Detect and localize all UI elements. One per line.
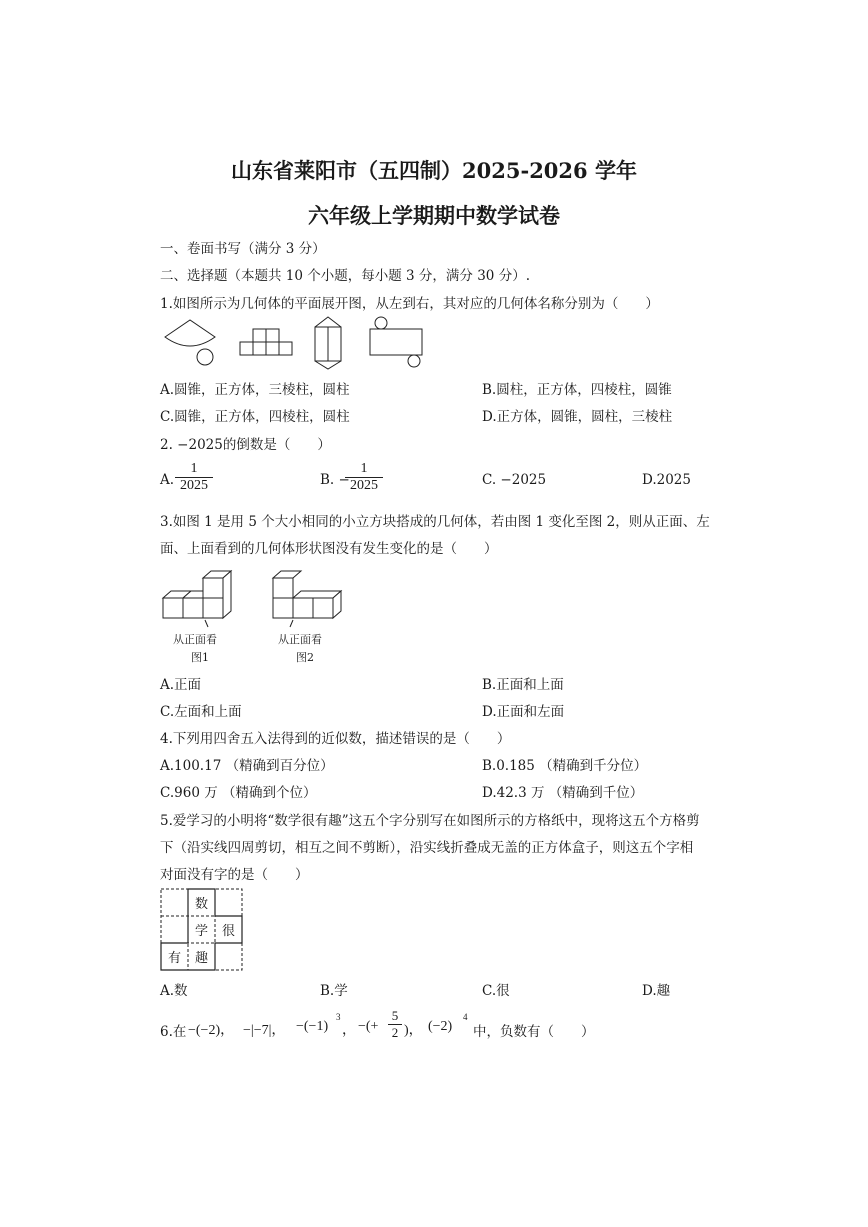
q5-cell-xue: 学 (194, 924, 208, 939)
q6-suffix: 中，负数有（ ） (473, 1024, 595, 1040)
title-line-1: 山东省莱阳市（五四制）2025-2026 学年 (231, 158, 637, 183)
q6-term-4-denominator: 2 (391, 1025, 399, 1040)
q2-option-b-label: B. − (320, 472, 350, 488)
q4-option-c: C.960 万 （精确到个位） (160, 785, 317, 801)
section-1-heading: 一、卷面书写（满分 3 分） (160, 241, 326, 257)
q3-option-c: C.左面和上面 (160, 704, 242, 720)
figure-2-cubes (273, 571, 341, 618)
q3-stem-line-2: 面、上面看到的几何体形状图没有发生变化的是（ ） (160, 541, 498, 557)
q3-option-d: D.正面和左面 (482, 704, 565, 720)
q3-figure-1-label: 图1 (191, 651, 209, 664)
q6-term-3: −(−1) (296, 1019, 329, 1034)
q4-option-a: A.100.17 （精确到百分位） (160, 758, 334, 774)
q1-stem: 1.如图所示为几何体的平面展开图，从左到右，其对应的几何体名称分别为（ ） (160, 296, 659, 312)
q2-a-numerator: 1 (175, 461, 213, 478)
q2-stem: 2. −2025的倒数是（ ） (160, 437, 331, 453)
q2-option-b-fraction (345, 461, 383, 494)
q6-term-4-close: )， (404, 1023, 423, 1038)
q3-figure-1-caption: 从正面看 (173, 633, 217, 646)
figure-1-arrow (205, 620, 208, 627)
q5-option-d: D.趣 (642, 983, 671, 999)
q5-cell-you: 有 (167, 951, 181, 966)
q3-figure-2-caption: 从正面看 (278, 633, 322, 646)
q6-term-2: −|−7|， (243, 1023, 286, 1038)
q5-cell-shu: 数 (194, 897, 208, 912)
q6-term-4-numerator: 5 (388, 1008, 402, 1025)
q5-stem-line-1: 5.爱学习的小明将“数学很有趣”这五个字分别写在如图所示的方格纸中，现将这五个方格剪 (160, 813, 700, 829)
q4-option-d: D.42.3 万 （精确到千位） (482, 785, 644, 801)
q6-term-3-exponent: 3 (336, 1012, 341, 1022)
q6-term-1: −(−2)， (188, 1023, 235, 1038)
q6-term-5: (−2) (428, 1019, 453, 1034)
section-2-heading: 二、选择题（本题共 10 个小题，每小题 3 分，满分 30 分）. (160, 268, 530, 284)
cone-net (165, 320, 215, 365)
q1-option-b: B.圆柱，正方体，四棱柱，圆锥 (482, 382, 672, 398)
prism-net (315, 317, 341, 369)
q5-stem-line-3: 对面没有字的是（ ） (160, 867, 309, 883)
cylinder-net (370, 317, 422, 367)
q2-a-denominator: 2025 (180, 478, 208, 493)
q1-nets-figure (160, 315, 430, 370)
q2-option-c: C. −2025 (482, 472, 547, 488)
q4-stem: 4.下列用四舍五入法得到的近似数，描述错误的是（ ） (160, 731, 511, 747)
q2-option-a-fraction (175, 461, 213, 494)
q2-b-numerator: 1 (345, 461, 383, 478)
q6-term-3-sep: ， (342, 1023, 356, 1038)
q3-option-a: A.正面 (160, 677, 202, 693)
figure-2-arrow (290, 620, 293, 627)
figure-1-cubes (163, 571, 231, 618)
q5-option-b: B.学 (320, 983, 348, 999)
q5-option-c: C.很 (482, 983, 510, 999)
cube-net (240, 329, 292, 355)
q2-b-denominator: 2025 (350, 478, 378, 493)
title-line-2: 六年级上学期期中数学试卷 (308, 203, 560, 228)
q1-option-c: C.圆锥，正方体，四棱柱，圆柱 (160, 409, 350, 425)
q2-option-a-label: A. (160, 472, 175, 488)
q3-figure-2-label: 图2 (296, 651, 314, 664)
q5-cell-qu: 趣 (194, 951, 208, 966)
q6-term-4-open: −(+ (358, 1019, 379, 1034)
q3-option-b: B.正面和上面 (482, 677, 564, 693)
q1-option-d: D.正方体，圆锥，圆柱，三棱柱 (482, 409, 673, 425)
q5-option-a: A.数 (160, 983, 188, 999)
q5-stem-line-2: 下（沿实线四周剪切，相互之间不剪断），沿实线折叠成无盖的正方体盒子，则这五个字相 (160, 840, 694, 856)
q6-term-4-fraction (388, 1008, 402, 1041)
q4-option-b: B.0.185 （精确到千分位） (482, 758, 648, 774)
q2-option-d: D.2025 (642, 472, 691, 488)
q1-option-a: A.圆锥，正方体，三棱柱，圆柱 (160, 382, 350, 398)
q6-term-5-exponent: 4 (463, 1012, 468, 1022)
q3-stem-line-1: 3.如图 1 是用 5 个大小相同的小立方块搭成的几何体，若由图 1 变化至图 2，则从正面、左 (160, 514, 710, 530)
q5-cell-hen: 很 (221, 924, 235, 939)
q6-prefix: 6.在 (160, 1024, 187, 1040)
